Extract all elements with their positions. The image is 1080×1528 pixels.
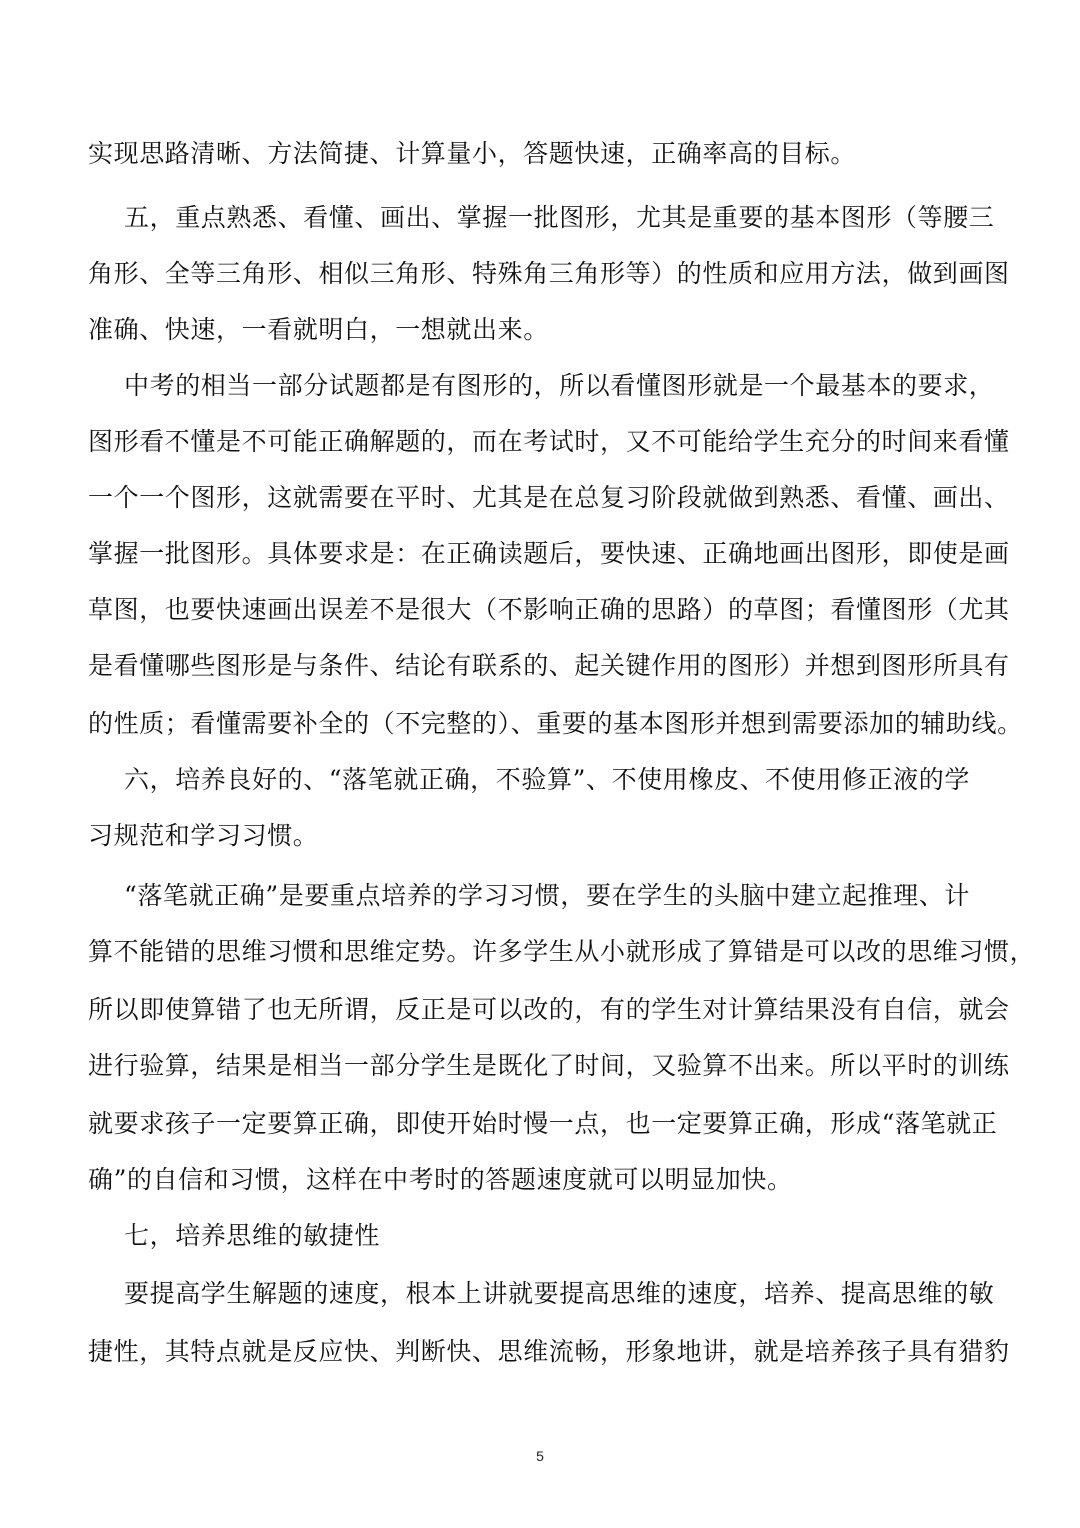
text-line: 确”的自信和习惯，这样在中考时的答题速度就可以明显加快。: [88, 1165, 793, 1194]
text-line: 的性质；看懂需要补全的（不完整的）、重要的基本图形并想到需要添加的辅助线。: [88, 709, 1023, 738]
text-line: 中考的相当一部分试题都是有图形的，所以看懂图形就是一个最基本的要求，: [124, 371, 995, 400]
text-line: 就要求孩子一定要算正确，即使开始时慢一点，也一定要算正确，形成“落笔就正: [88, 1109, 998, 1138]
text-line: 草图，也要快速画出误差不是很大（不影响正确的思路）的草图；看懂图形（尤其: [88, 595, 1010, 624]
text-line: 实现思路清晰、方法简捷、计算量小，答题快速，正确率高的目标。: [88, 139, 857, 168]
text-line: 一个一个图形，这就需要在平时、尤其是在总复习阶段就做到熟悉、看懂、画出、: [88, 483, 1010, 512]
text-line: 要提高学生解题的速度，根本上讲就要提高思维的速度，培养、提高思维的敏: [124, 1279, 995, 1308]
text-line: 掌握一批图形。具体要求是：在正确读题后，要快速、正确地画出图形，即使是画: [88, 539, 1010, 568]
page-number: 5: [536, 1448, 544, 1464]
text-line: 习规范和学习习惯。: [88, 821, 319, 850]
text-line: “落笔就正确”是要重点培养的学习习惯，要在学生的头脑中建立起推理、计: [124, 881, 970, 910]
text-line: 准确、快速，一看就明白，一想就出来。: [88, 315, 549, 344]
section-heading-6: 六，培养良好的、“落笔就正确，不验算”、不使用橡皮、不使用修正液的学: [124, 765, 970, 794]
text-line: 捷性，其特点就是反应快、判断快、思维流畅，形象地讲，就是培养孩子具有猎豹: [88, 1337, 1010, 1366]
text-line: 进行验算，结果是相当一部分学生是既化了时间，又验算不出来。所以平时的训练: [88, 1051, 1010, 1080]
text-line: 角形、全等三角形、相似三角形、特殊角三角形等）的性质和应用方法，做到画图: [88, 259, 1010, 288]
section-heading-7: 七，培养思维的敏捷性: [124, 1221, 381, 1250]
text-line: 图形看不懂是不可能正确解题的，而在考试时，又不可能给学生充分的时间来看懂: [88, 427, 1010, 456]
section-heading-5: 五，重点熟悉、看懂、画出、掌握一批图形，尤其是重要的基本图形（等腰三: [124, 203, 995, 232]
text-line: 算不能错的思维习惯和思维定势。许多学生从小就形成了算错是可以改的思维习惯，: [88, 937, 1036, 966]
text-line: 是看懂哪些图形是与条件、结论有联系的、起关键作用的图形）并想到图形所具有: [88, 651, 1010, 680]
text-line: 所以即使算错了也无所谓，反正是可以改的，有的学生对计算结果没有自信，就会: [88, 995, 1010, 1024]
